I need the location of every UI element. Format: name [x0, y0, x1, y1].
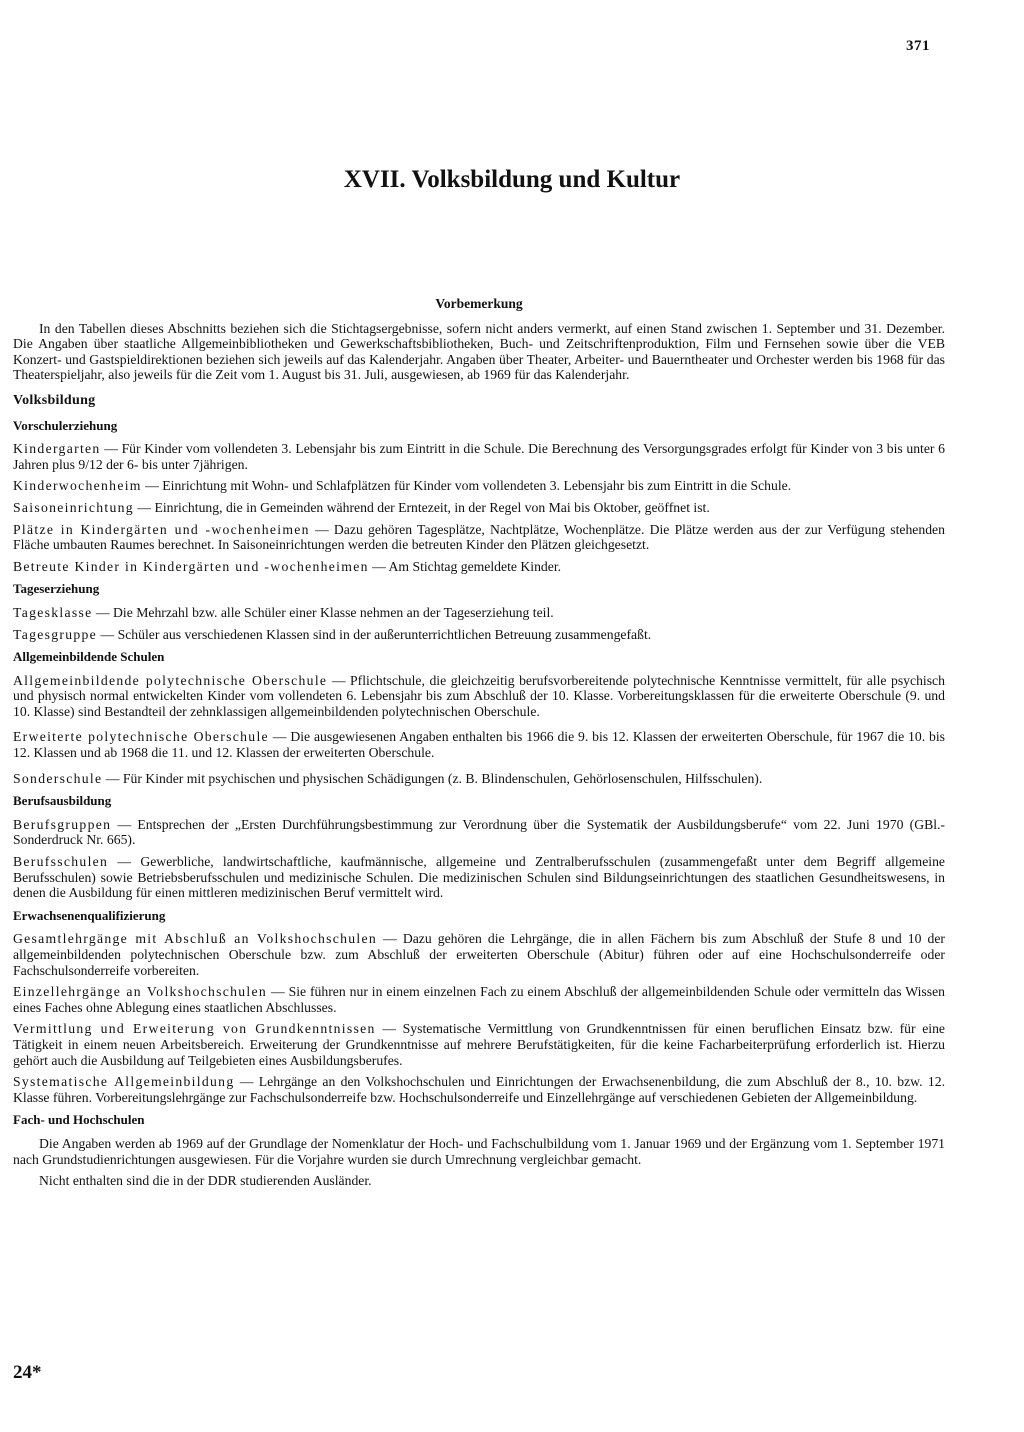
- definition-text: — Systematische Vermittlung von Grundkenntnissen für einen beruflichen Einsatz bzw. für eine Tätigkeit in einem neuen Arbeitsbereich. Erweiterung der Grundkenntnisse auf mehrere Berufstätigkeiten, für die keine Facharbeiterprüfung erforderlich ist. Hierzu gehört auch die Ausbildung auf Teilgebieten eines Ausbildungsberufes.: [13, 1021, 945, 1068]
- definition-entry: [13, 984, 945, 1015]
- definition-term: Berufsschulen: [13, 854, 109, 870]
- subsection-heading-erwachsenenqualifizierung: Erwachsenenqualifizierung: [13, 907, 166, 923]
- definition-entry: [13, 771, 945, 787]
- page-number: 371: [906, 38, 930, 54]
- definition-term: Gesamtlehrgänge mit Abschluß an Volkshochschulen: [13, 931, 378, 947]
- definition-text: — Schüler aus verschiedenen Klassen sind in der außerunterrichtlichen Betreuung zusammengefaßt.: [97, 626, 652, 642]
- definition-term: Einzellehrgänge an Volkshochschulen: [13, 984, 268, 1000]
- subsection-heading-allgemeinbildende-schulen: Allgemeinbildende Schulen: [13, 649, 165, 665]
- definition-term: Sonderschule: [13, 770, 103, 786]
- subsection-heading-vorschulerziehung: Vorschulerziehung: [13, 417, 118, 433]
- vorbemerkung-text: In den Tabellen dieses Abschnitts beziehen sich die Stichtagsergebnisse, sofern nicht anders vermerkt, auf einen Stand zwischen 1. September und 31. Dezember. Die Angaben über staatliche Allgemeinbibliotheken und Gewerkschaftsbibliotheken, Buch- und Zeitschriftenproduktion, Film und Fernsehen sowie über die VEB Konzert- und Gastspieldirektionen beziehen sich jeweils auf das Kalenderjahr. Angaben über Theater, Arbeiter- und Bauerntheater und Orchester werden bis 1968 für das Theaterspieljahr, also jeweils für die Zeit vom 1. August bis 31. Juli, ausgewiesen, ab 1969 für das Kalenderjahr.: [13, 320, 945, 383]
- definition-text: — Einrichtung mit Wohn- und Schlafplätzen für Kinder vom vollendeten 3. Lebensjahr bis zum Eintritt in die Schule.: [141, 478, 792, 494]
- definition-text: — Die Mehrzahl bzw. alle Schüler einer Klasse nehmen an der Tageserziehung teil.: [92, 604, 554, 620]
- definition-text: — Einrichtung, die in Gemeinden während der Erntezeit, in der Regel von Mai bis Oktober, geöffnet ist.: [133, 499, 710, 515]
- definition-text: — Für Kinder vom vollendeten 3. Lebensjahr bis zum Eintritt in die Schule. Die Berechnung des Versorgungsgrades erfolgt für Kinder von 3 bis unter 6 Jahren plus 9/12 der 6- bis unter 7jährigen.: [13, 441, 945, 472]
- definition-text: — Gewerbliche, landwirtschaftliche, kaufmännische, allgemeine und Zentralberufsschulen (zusammengefaßt unter dem Begriff allgemeine Berufsschulen) sowie Betriebsberufsschulen und medizinische Schulen. Die medizinischen Schulen sind Bildungseinrichtungen des staatlichen Gesundheitswesens, in denen die Ausbildung für einen mittleren medizinischen Beruf vermittelt wird.: [13, 854, 945, 901]
- definition-term: Kindergarten: [13, 441, 101, 457]
- subsection-heading-tageserziehung: Tageserziehung: [13, 581, 100, 597]
- definition-term: Vermittlung und Erweiterung von Grundkenntnissen: [13, 1021, 376, 1037]
- definition-text: — Für Kinder mit psychischen und physischen Schädigungen (z. B. Blindenschulen, Gehörlosenschulen, Hilfsschulen).: [102, 770, 763, 786]
- definition-entry: [13, 441, 945, 472]
- definition-entry: [13, 931, 945, 978]
- definition-term: Plätze in Kindergärten und -wochenheimen: [13, 521, 310, 537]
- definition-entry: [13, 817, 945, 848]
- definition-text: — Entsprechen der „Ersten Durchführungsbestimmung zur Verordnung über die Systematik der Ausbildungsberufe“ vom 22. Juni 1970 (GBl.-Sonderdruck Nr. 665).: [13, 816, 945, 848]
- definition-entry: [13, 605, 945, 621]
- definition-term: Erweiterte polytechnische Oberschule: [13, 729, 269, 745]
- definition-term: Systematische Allgemeinbildung: [13, 1074, 235, 1090]
- definition-text: — Dazu gehören Tagesplätze, Nachtplätze, Wochenplätze. Die Plätze werden aus der zur Verfügung stehenden Fläche umbauten Raumes berechnet. In Saisoneinrichtungen werden die betreuten Kinder den Plätzen gleichgesetzt.: [13, 521, 945, 553]
- definition-entry: [13, 729, 945, 760]
- definition-text: — Lehrgänge an den Volkshochschulen und Einrichtungen der Erwachsenenbildung, die zum Abschluß der 8., 10. bzw. 12. Klasse führen. Vorbereitungslehrgänge zur Fachschulsonderreife bzw. Hochschulsonderreife und Einzellehrgänge auf verschiedenen Gebieten der Allgemeinbildung.: [13, 1074, 945, 1105]
- definition-entry: [13, 854, 945, 901]
- definition-entry: [13, 673, 945, 720]
- paragraph: Nicht enthalten sind die in der DDR studierenden Ausländer.: [39, 1173, 372, 1189]
- definition-entry: [13, 559, 945, 575]
- definition-term: Allgemeinbildende polytechnische Oberschule: [13, 672, 328, 688]
- definition-term: Kinderwochenheim: [13, 478, 142, 494]
- definition-text: — Dazu gehören die Lehrgänge, die in allen Fächern bis zum Abschluß der Stufe 8 und 10 der allgemeinbildenden polytechnischen Oberschule bzw. zum Abschluß der erweiterten Oberschule (Abitur) führen oder auf eine Hochschulsonderreife oder Fachschulsonderreife vorbereiten.: [13, 931, 945, 978]
- definition-term: Tagesgruppe: [13, 626, 98, 642]
- definition-text: — Die ausgewiesenen Angaben enthalten bis 1966 die 9. bis 12. Klassen der erweiterten Oberschule, für 1967 die 10. bis 12. Klassen und ab 1968 die 11. und 12. Klassen der erweiterten Oberschule.: [13, 729, 945, 761]
- section-heading-volksbildung: Volksbildung: [13, 392, 96, 408]
- page-content: [13, 296, 945, 1189]
- subsection-heading-berufsausbildung: Berufsausbildung: [13, 793, 112, 809]
- definition-term: Betreute Kinder in Kindergärten und -wochenheimen: [13, 558, 369, 574]
- definition-entry: [13, 1074, 945, 1105]
- definition-entry: [13, 522, 945, 553]
- definition-entry: [13, 627, 945, 643]
- vorbemerkung-heading: Vorbemerkung: [435, 296, 523, 311]
- definition-entry: [13, 1021, 945, 1068]
- definition-term: Saisoneinrichtung: [13, 499, 134, 515]
- definition-entry: [13, 500, 945, 516]
- subsection-heading-fach-hochschulen: Fach- und Hochschulen: [13, 1112, 145, 1128]
- chapter-title: XVII. Volksbildung und Kultur: [343, 166, 681, 193]
- definition-entry: [13, 478, 945, 494]
- paragraph: Die Angaben werden ab 1969 auf der Grundlage der Nomenklatur der Hoch- und Fachschulbildung vom 1. Januar 1969 und der Ergänzung vom 1. September 1971 nach Grundstudienrichtungen ausgewiesen. Für die Vorjahre wurden sie durch Umrechnung vergleichbar gemacht.: [13, 1135, 945, 1167]
- signature-mark: 24*: [13, 1362, 42, 1383]
- definition-term: Tagesklasse: [13, 604, 93, 620]
- definition-text: — Am Stichtag gemeldete Kinder.: [368, 558, 562, 574]
- definition-text: — Sie führen nur in einem einzelnen Fach zu einem Abschluß der allgemeinbildenden Schule oder vermitteln das Wissen eines Faches ohne Ablegung eines staatlichen Abschlusses.: [13, 984, 945, 1015]
- definition-term: Berufsgruppen: [13, 816, 112, 832]
- definition-text: — Pflichtschule, die gleichzeitig berufsvorbereitende polytechnische Kenntnisse vermittelt, für alle psychisch und physisch normal entwickelten Kinder vom vollendeten 6. Lebensjahr bis zum Abschluß der 10. Klasse. Vorbereitungsklassen für die erweiterte Oberschule (9. und 10. Klasse) sind Bestandteil der zehnklassigen allgemeinbildenden polytechnischen Oberschule.: [13, 672, 945, 719]
